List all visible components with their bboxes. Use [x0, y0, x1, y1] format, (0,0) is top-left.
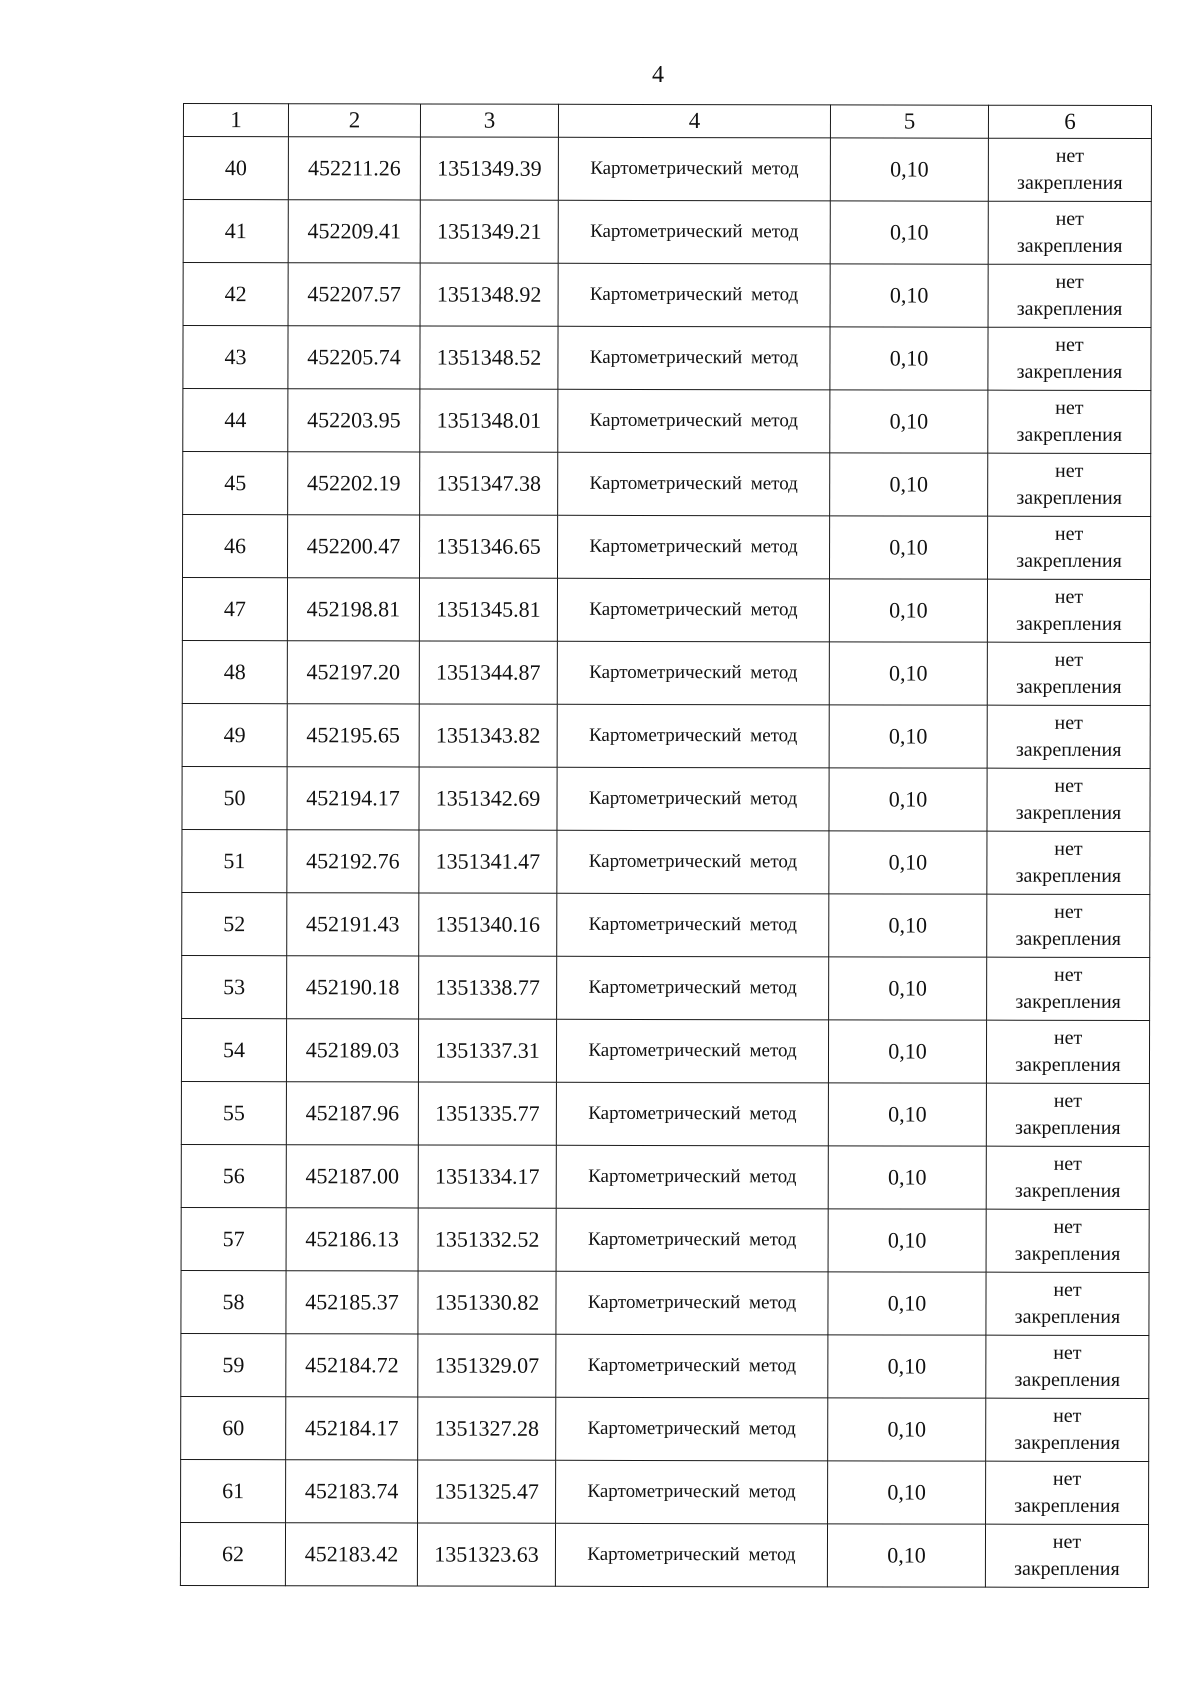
x-coordinate-cell: 452183.42 [285, 1523, 417, 1586]
table-row [183, 200, 1151, 265]
fixing-status-cell [986, 1020, 1149, 1083]
column-header: 2 [288, 104, 420, 137]
fixing-status-cell [986, 1335, 1149, 1398]
x-coordinate-cell: 452184.72 [286, 1334, 418, 1397]
point-number-cell: 57 [181, 1207, 286, 1270]
point-number-cell: 48 [182, 640, 287, 703]
table-body [180, 137, 1151, 1588]
fixing-status-line: закрепления [1015, 1116, 1121, 1139]
x-coordinate-cell: 452192.76 [287, 830, 419, 893]
y-coordinate-cell: 1351338.77 [419, 956, 557, 1019]
point-number-cell: 54 [181, 1018, 286, 1081]
fixing-status-line: нет [1053, 963, 1083, 986]
fixing-status-line: закрепления [1014, 1242, 1121, 1265]
fixing-status-line: нет [1052, 1467, 1082, 1490]
fixing-status-line: нет [1055, 459, 1084, 482]
x-coordinate-cell: 452186.13 [286, 1208, 418, 1271]
y-coordinate-cell: 1351347.38 [420, 452, 558, 515]
method-cell: Картометрический метод [556, 1019, 828, 1083]
x-coordinate-cell: 452197.20 [287, 641, 419, 704]
point-number-cell: 47 [182, 578, 287, 641]
x-coordinate-cell: 452200.47 [288, 515, 420, 578]
accuracy-cell: 0,10 [830, 390, 988, 453]
x-coordinate-cell: 452205.74 [288, 326, 420, 389]
fixing-status-line: нет [1054, 711, 1083, 734]
accuracy-cell: 0,10 [828, 1083, 986, 1146]
x-coordinate-cell: 452187.96 [286, 1082, 418, 1145]
point-number-cell: 59 [181, 1333, 286, 1396]
accuracy-cell: 0,10 [829, 642, 987, 705]
table-row [182, 955, 1150, 1020]
table-row [182, 578, 1150, 643]
point-number-cell: 40 [183, 137, 288, 200]
method-cell: Картометрический метод [558, 389, 830, 453]
fixing-status-cell [987, 705, 1150, 768]
x-coordinate-cell: 452202.19 [288, 452, 420, 515]
accuracy-cell: 0,10 [828, 1146, 986, 1209]
x-coordinate-cell: 452190.18 [287, 956, 419, 1019]
y-coordinate-cell: 1351334.17 [418, 1145, 556, 1208]
accuracy-cell: 0,10 [828, 1461, 986, 1524]
fixing-status-line: закрепления [1014, 1179, 1121, 1202]
fixing-status-line: нет [1053, 1089, 1083, 1112]
fixing-status-line: нет [1054, 648, 1084, 671]
column-header: 1 [183, 104, 288, 137]
table-row [183, 263, 1151, 328]
table-row [181, 1018, 1149, 1083]
x-coordinate-cell: 452207.57 [288, 263, 420, 326]
y-coordinate-cell: 1351342.69 [419, 767, 557, 830]
method-cell: Картометрический метод [556, 1145, 828, 1209]
x-coordinate-cell: 452209.41 [288, 200, 420, 263]
fixing-status-line: закрепления [1016, 297, 1123, 320]
fixing-status-cell [987, 768, 1150, 831]
accuracy-cell: 0,10 [830, 453, 988, 516]
fixing-status-line: нет [1053, 1152, 1082, 1175]
accuracy-cell: 0,10 [828, 1209, 986, 1272]
accuracy-cell: 0,10 [830, 201, 988, 264]
fixing-status-cell [988, 390, 1151, 453]
x-coordinate-cell: 452189.03 [286, 1019, 418, 1082]
y-coordinate-cell: 1351344.87 [419, 641, 557, 704]
x-coordinate-cell: 452203.95 [288, 389, 420, 452]
table-row [180, 1522, 1148, 1587]
table-row [183, 389, 1151, 454]
fixing-status-cell [986, 1209, 1149, 1272]
x-coordinate-cell: 452194.17 [287, 767, 419, 830]
fixing-status-line: закрепления [1015, 1053, 1121, 1076]
x-coordinate-cell: 452211.26 [288, 137, 420, 200]
fixing-status-line: закрепления [1014, 1305, 1121, 1328]
method-cell: Картометрический метод [556, 1208, 828, 1272]
table-row [181, 1270, 1149, 1335]
table-row [183, 326, 1151, 391]
y-coordinate-cell: 1351329.07 [418, 1334, 556, 1397]
accuracy-cell: 0,10 [829, 705, 987, 768]
fixing-status-line: закрепления [1016, 360, 1123, 383]
fixing-status-line: нет [1054, 774, 1083, 797]
x-coordinate-cell: 452191.43 [287, 893, 419, 956]
fixing-status-line: закрепления [1014, 1494, 1120, 1517]
fixing-status-line: нет [1053, 1278, 1082, 1301]
fixing-status-cell [986, 1461, 1149, 1524]
method-cell: Картометрический метод [557, 830, 829, 894]
coordinates-table [180, 103, 1152, 1588]
y-coordinate-cell: 1351348.92 [420, 263, 558, 326]
table-row [182, 640, 1150, 705]
point-number-cell: 44 [183, 389, 288, 452]
fixing-status-line: нет [1054, 522, 1084, 545]
method-cell: Картометрический метод [558, 263, 830, 327]
fixing-status-line: нет [1055, 396, 1084, 419]
accuracy-cell: 0,10 [829, 579, 987, 642]
method-cell: Картометрический метод [556, 1271, 828, 1335]
method-cell: Картометрический метод [557, 767, 829, 831]
fixing-status-line: нет [1054, 900, 1083, 923]
accuracy-cell: 0,10 [830, 264, 988, 327]
method-cell: Картометрический метод [556, 1082, 828, 1146]
x-coordinate-cell: 452198.81 [287, 578, 419, 641]
y-coordinate-cell: 1351346.65 [420, 515, 558, 578]
fixing-status-cell [987, 831, 1150, 894]
y-coordinate-cell: 1351343.82 [419, 704, 557, 767]
fixing-status-cell [988, 327, 1151, 390]
accuracy-cell: 0,10 [830, 138, 988, 201]
table-row [181, 1459, 1149, 1524]
fixing-status-line: закрепления [1014, 1431, 1120, 1454]
table-row [183, 137, 1151, 202]
y-coordinate-cell: 1351340.16 [419, 893, 557, 956]
method-cell: Картометрический метод [557, 641, 829, 705]
method-cell: Картометрический метод [558, 452, 830, 516]
table-row [183, 452, 1151, 517]
table-row [181, 1333, 1149, 1398]
fixing-status-line: закрепления [1016, 612, 1122, 635]
fixing-status-line: закрепления [1016, 423, 1123, 446]
fixing-status-line: нет [1053, 1404, 1082, 1427]
fixing-status-cell [985, 1524, 1148, 1587]
fixing-status-line: закрепления [1015, 738, 1122, 761]
accuracy-cell: 0,10 [827, 1524, 985, 1587]
fixing-status-cell [988, 201, 1151, 264]
accuracy-cell: 0,10 [829, 894, 987, 957]
method-cell: Картометрический метод [558, 200, 830, 264]
fixing-status-cell [987, 894, 1150, 957]
fixing-status-cell [986, 1398, 1149, 1461]
point-number-cell: 43 [183, 326, 288, 389]
point-number-cell: 50 [182, 766, 287, 829]
fixing-status-line: нет [1053, 1215, 1082, 1238]
column-header: 4 [558, 104, 830, 138]
accuracy-cell: 0,10 [828, 1398, 986, 1461]
fixing-status-cell [988, 516, 1151, 579]
fixing-status-cell [986, 1083, 1149, 1146]
point-number-cell: 55 [181, 1081, 286, 1144]
fixing-status-line: нет [1055, 144, 1085, 167]
fixing-status-line: нет [1052, 1530, 1082, 1553]
accuracy-cell: 0,10 [828, 1272, 986, 1335]
point-number-cell: 60 [181, 1396, 286, 1459]
y-coordinate-cell: 1351327.28 [418, 1397, 556, 1460]
accuracy-cell: 0,10 [830, 327, 988, 390]
point-number-cell: 51 [182, 829, 287, 892]
fixing-status-line: закрепления [1015, 675, 1122, 698]
fixing-status-cell [986, 1146, 1149, 1209]
y-coordinate-cell: 1351348.52 [420, 326, 558, 389]
y-coordinate-cell: 1351349.21 [420, 200, 558, 263]
point-number-cell: 49 [182, 703, 287, 766]
method-cell: Картометрический метод [557, 893, 829, 957]
method-cell: Картометрический метод [558, 326, 830, 390]
y-coordinate-cell: 1351325.47 [418, 1460, 556, 1523]
fixing-status-line: закрепления [1014, 1557, 1120, 1580]
y-coordinate-cell: 1351348.01 [420, 389, 558, 452]
y-coordinate-cell: 1351349.39 [420, 137, 558, 200]
fixing-status-line: нет [1054, 585, 1084, 608]
y-coordinate-cell: 1351345.81 [419, 578, 557, 641]
fixing-status-cell [987, 642, 1150, 705]
y-coordinate-cell: 1351337.31 [418, 1019, 556, 1082]
x-coordinate-cell: 452187.00 [286, 1145, 418, 1208]
point-number-cell: 53 [182, 955, 287, 1018]
x-coordinate-cell: 452183.74 [286, 1460, 418, 1523]
table-row [181, 1207, 1149, 1272]
method-cell: Картометрический метод [556, 1397, 828, 1461]
point-number-cell: 42 [183, 263, 288, 326]
point-number-cell: 45 [183, 452, 288, 515]
table-row [183, 515, 1151, 580]
fixing-status-line: закрепления [1015, 927, 1122, 950]
accuracy-cell: 0,10 [828, 1020, 986, 1083]
method-cell: Картометрический метод [558, 137, 830, 201]
fixing-status-line: нет [1053, 1341, 1082, 1364]
point-number-cell: 62 [180, 1522, 285, 1585]
table-row [181, 1081, 1149, 1146]
column-header: 6 [988, 105, 1151, 138]
table-row [182, 892, 1150, 957]
y-coordinate-cell: 1351341.47 [419, 830, 557, 893]
fixing-status-line: нет [1053, 1026, 1083, 1049]
table-row [182, 766, 1150, 831]
fixing-status-cell [988, 264, 1151, 327]
accuracy-cell: 0,10 [829, 768, 987, 831]
point-number-cell: 41 [183, 200, 288, 263]
fixing-status-line: закрепления [1016, 486, 1122, 509]
method-cell: Картометрический метод [557, 578, 829, 642]
fixing-status-line: закрепления [1016, 549, 1122, 572]
x-coordinate-cell: 452195.65 [287, 704, 419, 767]
fixing-status-cell [987, 579, 1150, 642]
point-number-cell: 56 [181, 1144, 286, 1207]
point-number-cell: 61 [181, 1459, 286, 1522]
table-row [181, 1396, 1149, 1461]
fixing-status-line: закрепления [1015, 990, 1121, 1013]
page-number: 4 [652, 62, 664, 88]
fixing-status-cell [988, 138, 1151, 201]
fixing-status-line: нет [1055, 333, 1084, 356]
accuracy-cell: 0,10 [829, 831, 987, 894]
fixing-status-cell [986, 1272, 1149, 1335]
accuracy-cell: 0,10 [830, 516, 988, 579]
method-cell: Картометрический метод [557, 704, 829, 768]
point-number-cell: 46 [183, 515, 288, 578]
y-coordinate-cell: 1351335.77 [418, 1082, 556, 1145]
accuracy-cell: 0,10 [829, 957, 987, 1020]
accuracy-cell: 0,10 [828, 1335, 986, 1398]
table-row [182, 703, 1150, 768]
point-number-cell: 52 [182, 892, 287, 955]
fixing-status-cell [988, 453, 1151, 516]
point-number-cell: 58 [181, 1270, 286, 1333]
fixing-status-line: закрепления [1015, 864, 1122, 887]
fixing-status-line: нет [1055, 270, 1084, 293]
method-cell: Картометрический метод [558, 515, 830, 579]
column-header: 5 [830, 105, 988, 138]
fixing-status-line: нет [1055, 207, 1084, 230]
fixing-status-cell [987, 957, 1150, 1020]
method-cell: Картометрический метод [556, 1334, 828, 1398]
fixing-status-line: нет [1054, 837, 1083, 860]
method-cell: Картометрический метод [555, 1523, 827, 1587]
y-coordinate-cell: 1351323.63 [417, 1523, 555, 1586]
x-coordinate-cell: 452185.37 [286, 1271, 418, 1334]
fixing-status-line: закрепления [1015, 801, 1122, 824]
table-row [181, 1144, 1149, 1209]
fixing-status-line: закрепления [1017, 171, 1123, 194]
column-header: 3 [420, 104, 558, 137]
header-row [183, 104, 1151, 139]
method-cell: Картометрический метод [557, 956, 829, 1020]
fixing-status-line: закрепления [1016, 234, 1123, 257]
method-cell: Картометрический метод [556, 1460, 828, 1524]
y-coordinate-cell: 1351330.82 [418, 1271, 556, 1334]
table-row [182, 829, 1150, 894]
fixing-status-line: закрепления [1014, 1368, 1121, 1391]
y-coordinate-cell: 1351332.52 [418, 1208, 556, 1271]
x-coordinate-cell: 452184.17 [286, 1397, 418, 1460]
